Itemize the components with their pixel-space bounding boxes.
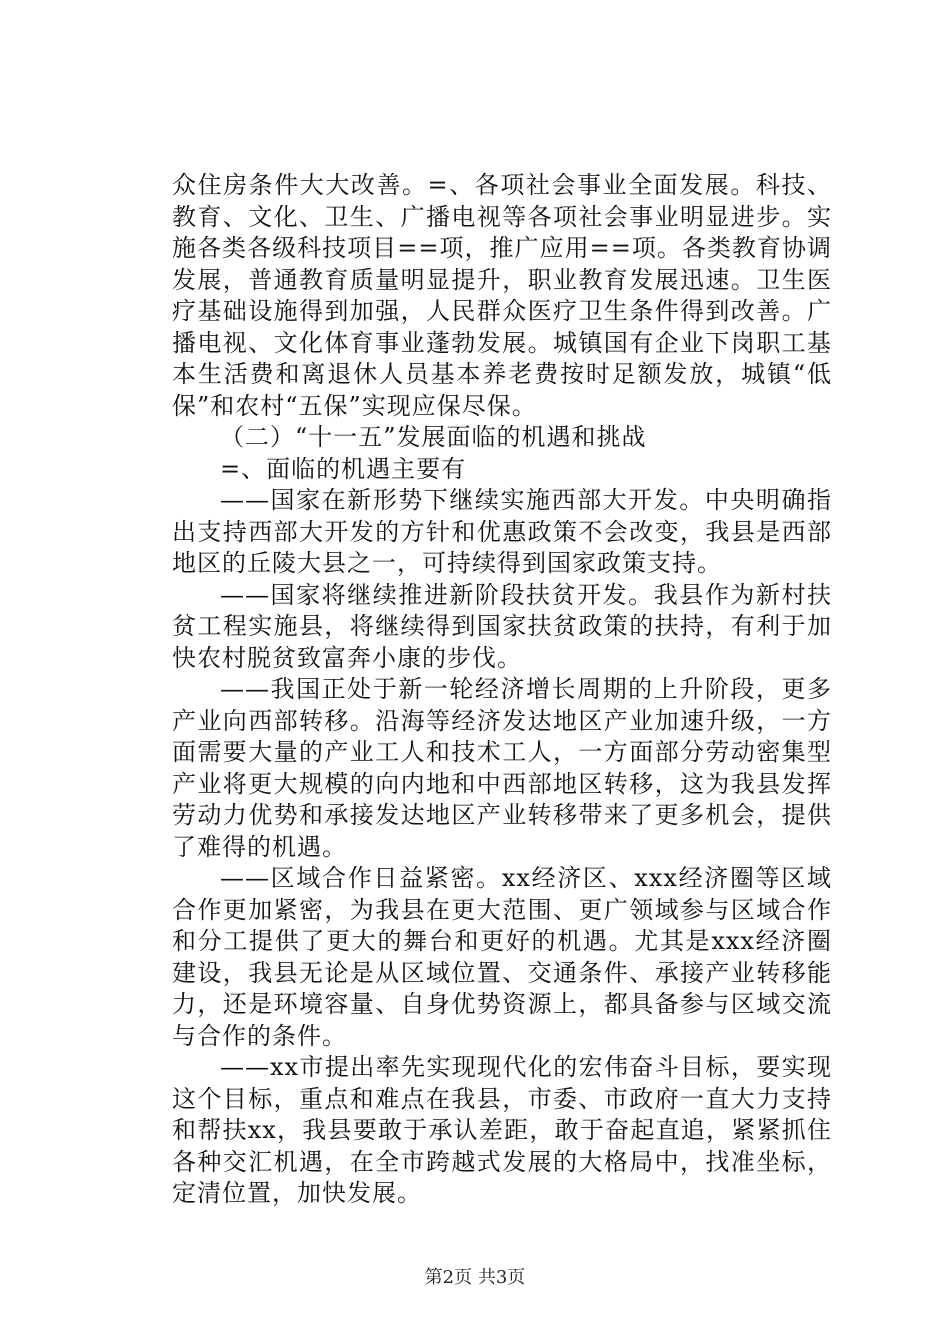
section-heading-opportunities-challenges: （二）“十一五”发展面临的机遇和挑战	[220, 423, 647, 451]
paragraph-modernization-goal: ——xx市提出率先实现现代化的宏伟奋斗目标，要实现这个目标，重点和难点在我县，市委、市政府一直大力支持和帮扶xx，我县要敢于承认差距，敢于奋起直追，紧紧抓住各种交汇机遇，在全市跨越式发展的大格局中，找准坐标，定清位置，加快发展。	[172, 1053, 832, 1207]
subheading-opportunities: =、面临的机遇主要有	[220, 454, 467, 483]
paragraph-regional-cooperation: ——区域合作日益紧密。xx经济区、xxx经济圈等区域合作更加紧密，为我县在更大范围、更广领域参与区域合作和分工提供了更大的舞台和更好的机遇。尤其是xxx经济圈建设，我县无论是从区域位置、交通条件、承接产业转移能力，还是环境容量、自身优势资源上，都具备参与区域交流与合作的条件。	[172, 864, 832, 1050]
document-body	[172, 170, 832, 1210]
paragraph-social-development: 众住房条件大大改善。=、各项社会事业全面发展。科技、教育、文化、卫生、广播电视等各项社会事业明显进步。实施各类各级科技项目==项，推广应用==项。各类教育协调发展，普通教育质量明显提升，职业教育发展迅速。卫生医疗基础设施得到加强，人民群众医疗卫生条件得到改善。广播电视、文化体育事业蓬勃发展。城镇国有企业下岗职工基本生活费和离退休人员基本养老费按时足额发放，城镇“低保”和农村“五保”实现应保尽保。	[172, 171, 832, 420]
paragraph-industry-transfer: ——我国正处于新一轮经济增长周期的上升阶段，更多产业向西部转移。沿海等经济发达地区产业加速升级，一方面需要大量的产业工人和技术工人，一方面部分劳动密集型产业将更大规模的向内地和中西部地区转移，这为我县发挥劳动力优势和承接发达地区产业转移带来了更多机会，提供了难得的机遇。	[172, 675, 832, 861]
paragraph-western-development: ——国家在新形势下继续实施西部大开发。中央明确指出支持西部大开发的方针和优惠政策不会改变，我县是西部地区的丘陵大县之一，可持续得到国家政策支持。	[172, 486, 832, 577]
page-number-footer: 第2页 共3页	[424, 1267, 526, 1288]
paragraph-poverty-alleviation: ——国家将继续推进新阶段扶贫开发。我县作为新村扶贫工程实施县，将继续得到国家扶贫政策的扶持，有利于加快农村脱贫致富奔小康的步伐。	[172, 580, 832, 672]
